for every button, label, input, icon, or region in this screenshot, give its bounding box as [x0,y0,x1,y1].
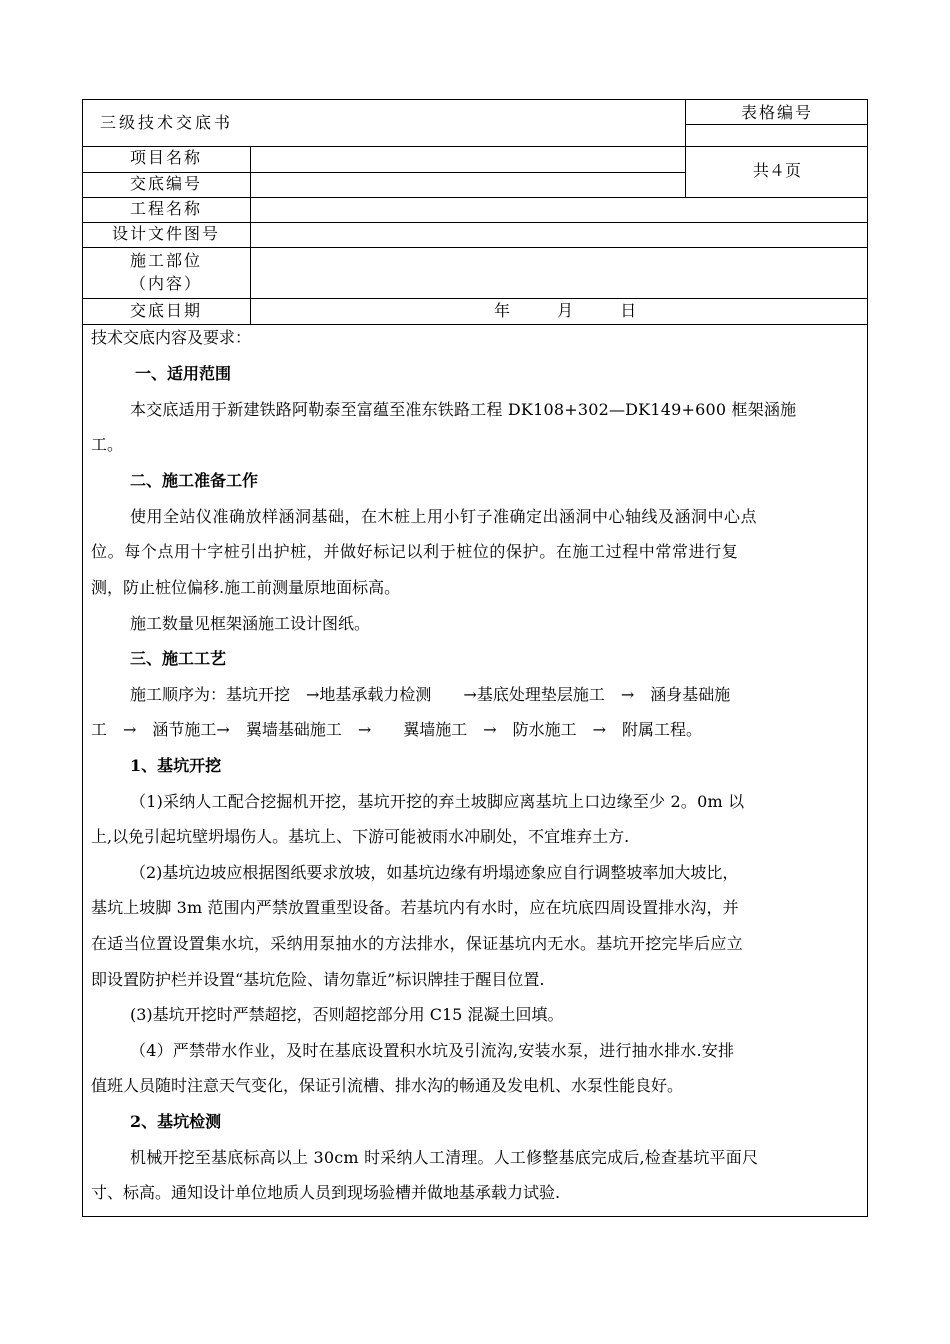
divider [82,247,868,248]
paragraph-line: （1)采纳人工配合挖掘机开挖，基坑开挖的弃土坡脚应离基坑上口边缘至少 2。0m 以 [130,792,745,811]
paragraph-line: 寸、标高。通知设计单位地质人员到现场验槽并做地基承载力试验. [91,1183,561,1202]
date-year: 年 [494,301,511,320]
section-heading: 二、施工准备工作 [130,471,259,490]
divider [250,146,251,324]
paragraph-line: 机械开挖至基底标高以上 30cm 时采纳人工清理。人工修整基底完成后,检查基坑平面尺 [130,1148,759,1167]
field-label-location-sub: （内容） [129,274,202,293]
field-label-date: 交底日期 [129,301,202,320]
divider [82,324,868,325]
subsection-heading: 2、基坑检测 [130,1112,222,1131]
paragraph-line: 使用全站仪准确放样涵洞基础，在木桩上用小钉子准确定出涵洞中心轴线及涵洞中心点 [130,507,758,526]
field-value-date [494,301,636,321]
field-label-drawing-no: 设计文件图号 [111,224,220,243]
form-number-label: 表格编号 [740,103,813,122]
content-intro: 技术交底内容及要求： [91,328,252,347]
subsection-heading: 1、基坑开挖 [130,756,222,775]
field-label-disclosure-no: 交底编号 [129,174,202,193]
paragraph-line: 值班人员随时注意天气变化，保证引流槽、排水沟的畅通及发电机、水泵性能良好。 [91,1076,684,1095]
paragraph-line: (3)基坑开挖时严禁超挖，否则超挖部分用 C15 混凝土回填。 [130,1005,564,1024]
field-label-project-name: 项目名称 [129,148,202,167]
paragraph-line: 位。每个点用十字桩引出护桩，并做好标记以利于桩位的保护。在施工过程中常常进行复 [91,542,739,561]
paragraph-line: 施工顺序为：基坑开挖 →地基承载力检测 →基底处理垫层施工 → 涵身基础施 [130,685,731,704]
divider [82,298,868,299]
divider [82,222,868,223]
paragraph-line: 工。 [91,435,124,454]
paragraph-line: 测，防止桩位偏移.施工前测量原地面标高。 [91,578,401,597]
field-label-work-name: 工程名称 [129,199,202,218]
section-heading: 三、施工工艺 [130,649,227,668]
paragraph-line: 上,以免引起坑壁坍塌伤人。基坑上、下游可能被雨水冲刷处，不宜堆弃土方. [91,827,630,846]
section-heading: 一、适用范围 [135,364,232,383]
divider [82,172,685,173]
paragraph-line: 即设置防护栏并设置“基坑危险、请勿靠近”标识牌挂于醒目位置. [91,970,545,989]
date-month: 月 [557,301,574,320]
form-title: 三级技术交底书 [100,113,234,132]
paragraph-line: 基坑上坡脚 3m 范围内严禁放置重型设备。若基坑内有水时，应在坑底四周设置排水沟，并 [91,898,739,917]
paragraph-line: 本交底适用于新建铁路阿勒泰至富蕴至准东铁路工程 DK108+302—DK149+600 框架涵施 [130,400,797,419]
paragraph-line: 施工数量见框架涵施工设计图纸。 [130,614,371,633]
paragraph-line: （2)基坑边坡应根据图纸要求放坡，如基坑边缘有坍塌迹象应自行调整坡率加大坡比， [130,863,739,882]
date-day: 日 [620,301,637,320]
paragraph-line: 在适当位置设置集水坑，采纳用泵抽水的方法排水，保证基坑内无水。基坑开挖完毕后应立 [91,934,744,953]
paragraph-line: （4）严禁带水作业，及时在基底设置积水坑及引流沟,安装水泵，进行抽水排水.安排 [130,1041,735,1060]
divider [685,124,868,125]
page-count: 共４页 [752,161,801,180]
field-label-location: 施工部位 [129,251,202,270]
paragraph-line: 工 → 涵节施工→ 翼墙基础施工 → 翼墙施工 → 防水施工 → 附属工程。 [91,720,703,739]
divider [82,146,868,147]
divider [82,197,868,198]
